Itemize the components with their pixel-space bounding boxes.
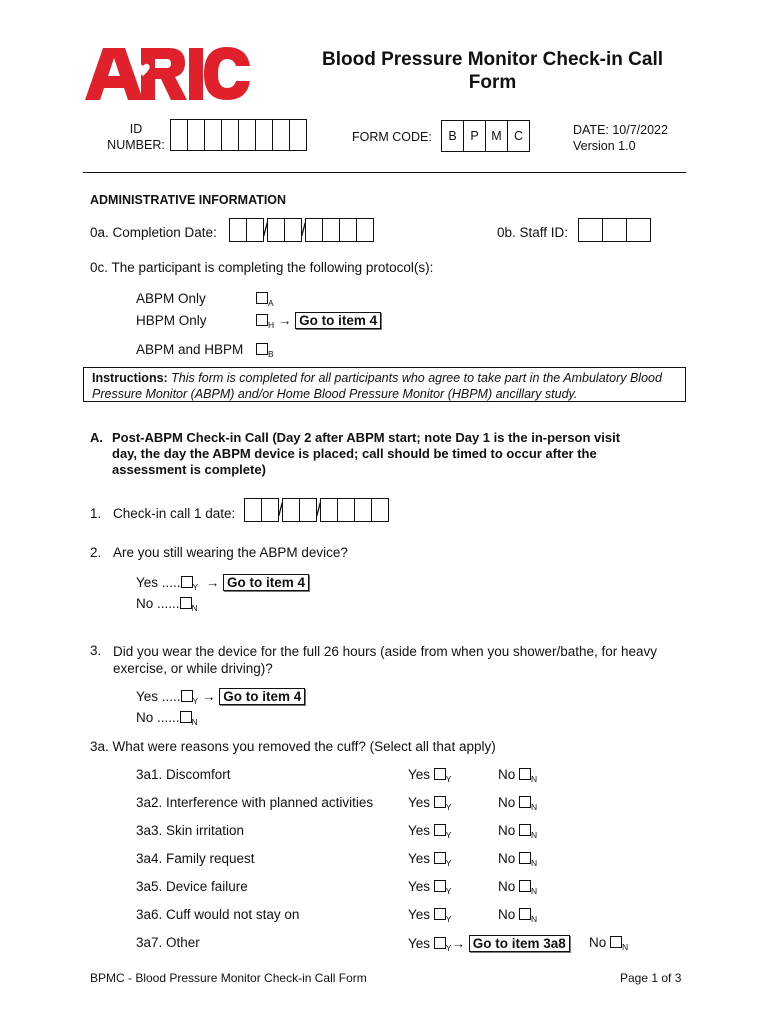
goto-item-4-link[interactable]: Go to item 4 <box>295 312 381 329</box>
reason-label: 3a2. Interference with planned activities <box>136 795 374 810</box>
checkbox[interactable] <box>181 576 193 588</box>
arrow-right-icon: → <box>451 936 465 951</box>
reason-yes-option: Yes $_Y$ <box>408 907 452 924</box>
checkbox[interactable] <box>519 880 531 892</box>
arrow-right-icon: → <box>205 575 220 590</box>
option-abpm-hbpm: B <box>256 342 274 359</box>
checkbox[interactable] <box>434 937 446 949</box>
reason-label: 3a6. Cuff would not stay on <box>136 907 300 922</box>
checkbox[interactable] <box>434 824 446 836</box>
reason-label: 3a5. Device failure <box>136 879 248 894</box>
page-number: Page 1 of 3 <box>620 971 682 985</box>
reason-no-option: No $_N$ <box>498 907 538 924</box>
reason-label: 3a3. Skin irritation <box>136 823 245 838</box>
option-abpm-only-label: ABPM Only <box>136 291 206 306</box>
reason-yes-option: Yes $_Y$→ Go to item 3a8 <box>408 935 570 953</box>
checkbox[interactable] <box>434 796 446 808</box>
checkbox[interactable] <box>610 936 622 948</box>
reason-yes-option: Yes $_Y$ <box>408 851 452 868</box>
checkbox[interactable] <box>180 711 192 723</box>
reason-yes-option: Yes $_Y$ <box>408 879 452 896</box>
arrow-right-icon: → <box>201 689 216 704</box>
reason-no-option: No $_N$ <box>498 879 538 896</box>
form-code-label: FORM CODE: <box>352 130 432 144</box>
checkbox[interactable] <box>519 852 531 864</box>
option-hbpm-only-label: HBPM Only <box>136 313 207 328</box>
option-abpm-hbpm-label: ABPM and HBPM <box>136 342 244 357</box>
checkbox[interactable] <box>256 343 268 355</box>
header-divider <box>83 172 686 173</box>
checkbox[interactable] <box>519 824 531 836</box>
form-title: Blood Pressure Monitor Check-in Call Form <box>322 49 663 93</box>
q3-number: 3. <box>90 643 102 658</box>
checkbox[interactable] <box>434 768 446 780</box>
checkbox[interactable] <box>519 768 531 780</box>
staff-id-boxes[interactable] <box>578 218 650 242</box>
q3-text: Did you wear the device for the full 26 hours (aside from when you shower/bathe, for heavy exercise, or while driving)? <box>113 644 658 676</box>
option-hbpm-only: $_H$ → Go to item 4 <box>256 312 381 330</box>
option-abpm-only: A <box>256 291 274 308</box>
checkbox[interactable] <box>180 597 192 609</box>
q1-number: 1. <box>90 506 102 521</box>
completion-date-boxes[interactable]: / / <box>229 218 373 242</box>
checkbox[interactable] <box>519 796 531 808</box>
q1-label: Check-in call 1 date: <box>113 506 236 521</box>
form-code-boxes <box>441 120 529 152</box>
q2-no-option: No ...... $_N$ <box>136 596 198 613</box>
form-code-letter: B <box>441 120 464 152</box>
reason-no-option: No $_N$ <box>498 795 538 812</box>
id-number-boxes[interactable] <box>170 119 306 151</box>
checkbox[interactable] <box>434 908 446 920</box>
reason-label: 3a7. Other <box>136 935 200 950</box>
reason-yes-option: Yes $_Y$ <box>408 767 452 784</box>
reason-label: 3a4. Family request <box>136 851 255 866</box>
section-a-heading: Post-ABPM Check-in Call (Day 2 after ABPM start; note Day 1 is the in-person visit day, the day the ABPM device is placed; call should be timed to occur after the assessment is complete) <box>112 430 621 477</box>
q2-number: 2. <box>90 545 102 560</box>
aric-logo <box>85 46 250 100</box>
form-code-letter: P <box>463 120 486 152</box>
reason-no-option: No $_N$ <box>589 935 629 952</box>
q2-text: Are you still wearing the ABPM device? <box>113 545 348 560</box>
section-a-letter: A. <box>90 430 103 445</box>
staff-id-label: 0b. Staff ID: <box>497 225 569 240</box>
goto-item-4-link[interactable]: Go to item 4 <box>219 688 305 705</box>
reason-no-option: No $_N$ <box>498 767 538 784</box>
q2-yes-option: Yes ..... $_Y$ → Go to item 4 <box>136 574 309 592</box>
admin-heading: ADMINISTRATIVE INFORMATION <box>90 193 287 207</box>
form-date: DATE: 10/7/2022 Version 1.0 <box>573 123 668 153</box>
footer-form-name: BPMC - Blood Pressure Monitor Check-in Call Form <box>90 971 367 985</box>
checkbox[interactable] <box>256 292 268 304</box>
instructions-box: Instructions: This form is completed for all participants who agree to take part in the Ambulatory Blood Pressure Monitor (ABPM) and/or Home Blood Pressure Monitor (HBPM) ancillary study. <box>83 367 686 402</box>
protocol-question: 0c. The participant is completing the following protocol(s): <box>90 260 434 275</box>
form-code-letter: M <box>485 120 508 152</box>
goto-item-4-link[interactable]: Go to item 4 <box>223 574 309 591</box>
reason-no-option: No $_N$ <box>498 851 538 868</box>
reason-no-option: No $_N$ <box>498 823 538 840</box>
q3-yes-option: Yes ..... $_Y$ → Go to item 4 <box>136 688 305 706</box>
completion-date-label: 0a. Completion Date: <box>90 225 217 240</box>
q3a-text: 3a. What were reasons you removed the cuff? (Select all that apply) <box>90 739 496 754</box>
reason-yes-option: Yes $_Y$ <box>408 823 452 840</box>
reason-label: 3a1. Discomfort <box>136 767 231 782</box>
checkbox[interactable] <box>181 690 193 702</box>
id-number-label: ID NUMBER: <box>107 122 165 152</box>
reason-yes-option: Yes $_Y$ <box>408 795 452 812</box>
checkbox[interactable] <box>256 314 268 326</box>
checkbox[interactable] <box>434 852 446 864</box>
checkin-date-boxes[interactable]: / / <box>244 498 388 522</box>
goto-item-3a8-link[interactable]: Go to item 3a8 <box>469 935 570 952</box>
checkbox[interactable] <box>434 880 446 892</box>
q3-no-option: No ...... $_N$ <box>136 710 198 727</box>
form-code-letter: C <box>507 120 530 152</box>
checkbox[interactable] <box>519 908 531 920</box>
arrow-right-icon: → <box>277 313 292 328</box>
